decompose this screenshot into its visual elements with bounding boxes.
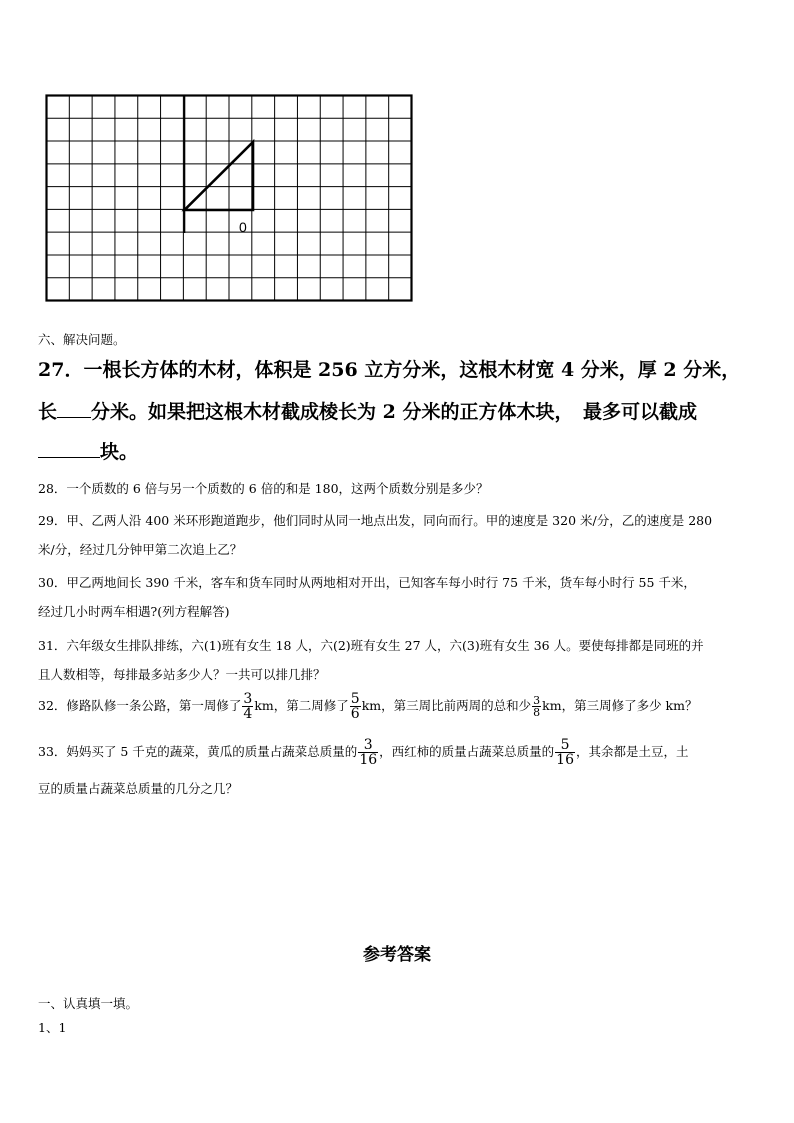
question-32-text-3: km，第三周比前两周的总和少 bbox=[361, 698, 532, 713]
question-31-line-2: 且人数相等，每排最多站多少人？一共可以排几排？ bbox=[38, 667, 326, 682]
question-32 bbox=[38, 688, 756, 724]
answer-item-1: 1、1 bbox=[38, 1020, 67, 1035]
answer-section-1-heading: 一、认真填一填。 bbox=[38, 996, 139, 1011]
question-30-line-1: 30．甲乙两地间长 390 千米，客车和货车同时从两地相对开出，已知客车每小时行 75 千米，货车每小时行 55 千米， bbox=[38, 575, 696, 590]
fraction-denominator: 16 bbox=[359, 752, 378, 768]
fraction-denominator: 16 bbox=[556, 752, 574, 768]
fraction-3-16 bbox=[358, 738, 378, 767]
fraction-denominator: 4 bbox=[243, 706, 253, 722]
fraction-3-8 bbox=[532, 695, 541, 718]
question-31-line-1: 31．六年级女生排队排练，六(1)班有女生 18 人，六(2)班有女生 27 人，六(3)班有女生 36 人。要使每排都是同班的并 bbox=[38, 638, 704, 653]
fraction-numerator: 3 bbox=[243, 691, 253, 707]
question-33-line-1 bbox=[38, 732, 756, 772]
question-32-text-4: km，第三周修了多少 km？ bbox=[542, 698, 698, 713]
section-6-heading: 六、解决问题。 bbox=[38, 332, 126, 347]
length-answer-blank[interactable] bbox=[57, 416, 91, 418]
question-27-text-2b: 分米。如果把这根木材截成棱长为 2 分米的正方体木块， 最多可以截成 bbox=[91, 401, 697, 423]
block-count-answer-blank[interactable] bbox=[38, 456, 100, 458]
fraction-5-16 bbox=[555, 738, 575, 767]
question-27-text-1: 27．一根长方体的木材，体积是 256 立方分米，这根木材宽 4 分米，厚 2 分米， bbox=[38, 359, 741, 381]
answer-key-title: 参考答案 bbox=[363, 945, 431, 965]
question-29-line-1: 29．甲、乙两人沿 400 米环形跑道跑步，他们同时从同一地点出发，同向而行。甲的速度是 320 米/分，乙的速度是 280 bbox=[38, 513, 713, 528]
question-27-text-3: 块。 bbox=[100, 441, 139, 463]
question-33-text-3: ，其余都是土豆，土 bbox=[575, 744, 689, 759]
question-32-text-1: 32．修路队修一条公路，第一周修了 bbox=[38, 698, 242, 713]
question-33-line-2: 豆的质量占蔬菜总质量的几分之几？ bbox=[38, 781, 239, 796]
fraction-denominator: 6 bbox=[350, 706, 360, 722]
rotation-center-label: 0 bbox=[239, 219, 247, 235]
question-28: 28．一个质数的 6 倍与另一个质数的 6 倍的和是 180，这两个质数分别是多少？ bbox=[38, 481, 489, 496]
fraction-5-6 bbox=[350, 692, 361, 721]
fraction-numerator: 3 bbox=[358, 738, 378, 753]
question-27-line-1 bbox=[38, 355, 756, 382]
fraction-numerator: 5 bbox=[555, 738, 575, 753]
question-29-line-2: 米/分，经过几分钟甲第二次追上乙？ bbox=[38, 542, 243, 557]
fraction-denominator: 8 bbox=[533, 706, 541, 719]
question-30-line-2: 经过几小时两车相遇?(列方程解答) bbox=[38, 604, 230, 619]
fraction-numerator: 3 bbox=[533, 694, 541, 707]
question-33-text-2: ，西红柿的质量占蔬菜总质量的 bbox=[379, 744, 555, 759]
fraction-3-4 bbox=[242, 692, 253, 721]
question-27-text-2a: 长 bbox=[38, 401, 58, 423]
question-27-line-3 bbox=[38, 437, 756, 464]
question-33-text-1: 33．妈妈买了 5 千克的蔬菜，黄瓜的质量占蔬菜总质量的 bbox=[38, 744, 358, 759]
question-27-line-2 bbox=[38, 397, 756, 424]
triangle-shape bbox=[185, 142, 254, 210]
fraction-numerator: 5 bbox=[350, 691, 360, 707]
question-32-text-2: km，第二周修了 bbox=[254, 698, 349, 713]
coordinate-grid-figure bbox=[45, 94, 413, 302]
